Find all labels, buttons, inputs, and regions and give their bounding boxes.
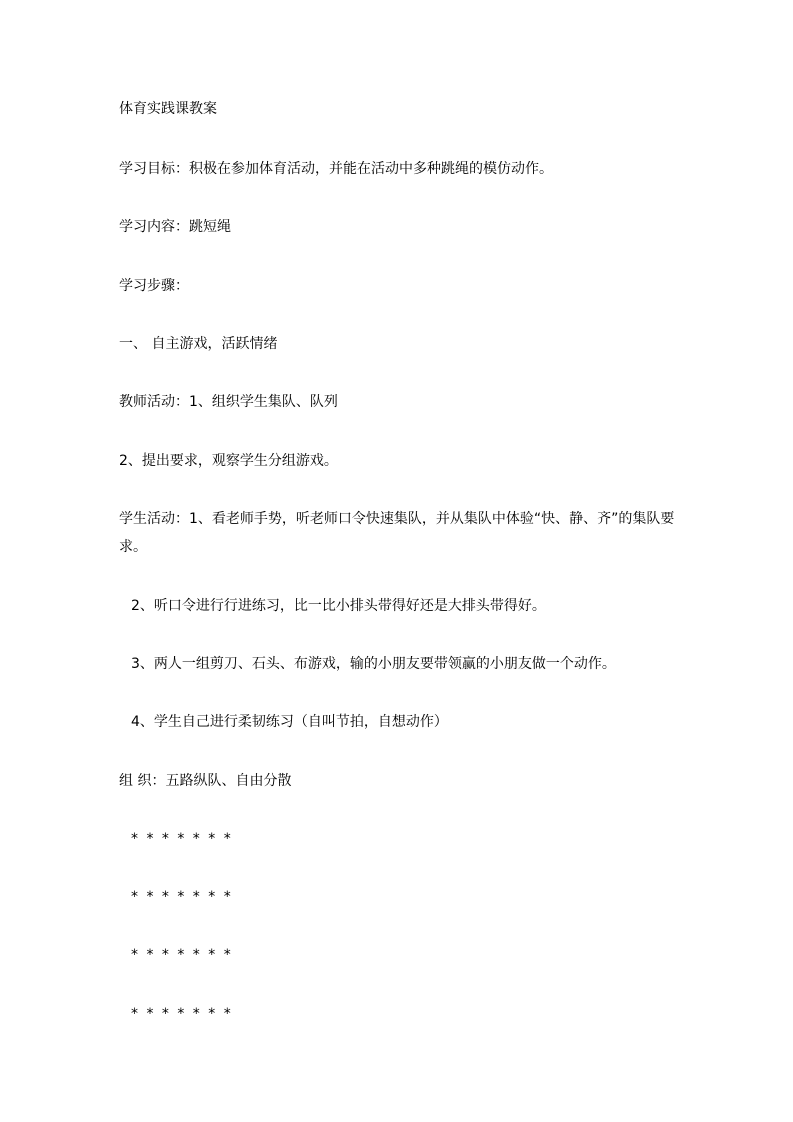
- teacher-activity-1: 教师活动：1、组织学生集队、队列: [119, 394, 338, 410]
- document-title: 体育实践课教案: [119, 101, 217, 117]
- learning-content: 学习内容：跳短绳: [119, 219, 231, 235]
- student-activity-2: 2、听口令进行行进练习，比一比小排头带得好还是大排头带得好。: [131, 598, 546, 614]
- learning-steps-heading: 学习步骤：: [119, 278, 189, 294]
- teacher-activity-2: 2、提出要求，观察学生分组游戏。: [119, 453, 338, 469]
- section-one-heading: 一、 自主游戏，活跃情绪: [119, 336, 278, 352]
- formation-row: * * * * * * *: [131, 947, 233, 963]
- learning-objective: 学习目标：积极在参加体育活动，并能在活动中多种跳绳的模仿动作。: [119, 161, 553, 177]
- student-activity-3: 3、两人一组剪刀、石头、布游戏，输的小朋友要带领赢的小朋友做一个动作。: [131, 656, 616, 672]
- formation-row: * * * * * * *: [131, 889, 233, 905]
- formation-row: * * * * * * *: [131, 831, 233, 847]
- student-activity-4: 4、学生自己进行柔韧练习（自叫节拍，自想动作）: [131, 714, 448, 730]
- formation-row: * * * * * * *: [131, 1006, 233, 1022]
- organization-line: 组 织：五路纵队、自由分散: [119, 773, 292, 789]
- student-activity-1: 学生活动：1、看老师手势，听老师口令快速集队，并从集队中体验“快、静、齐”的集队要求。: [119, 511, 675, 555]
